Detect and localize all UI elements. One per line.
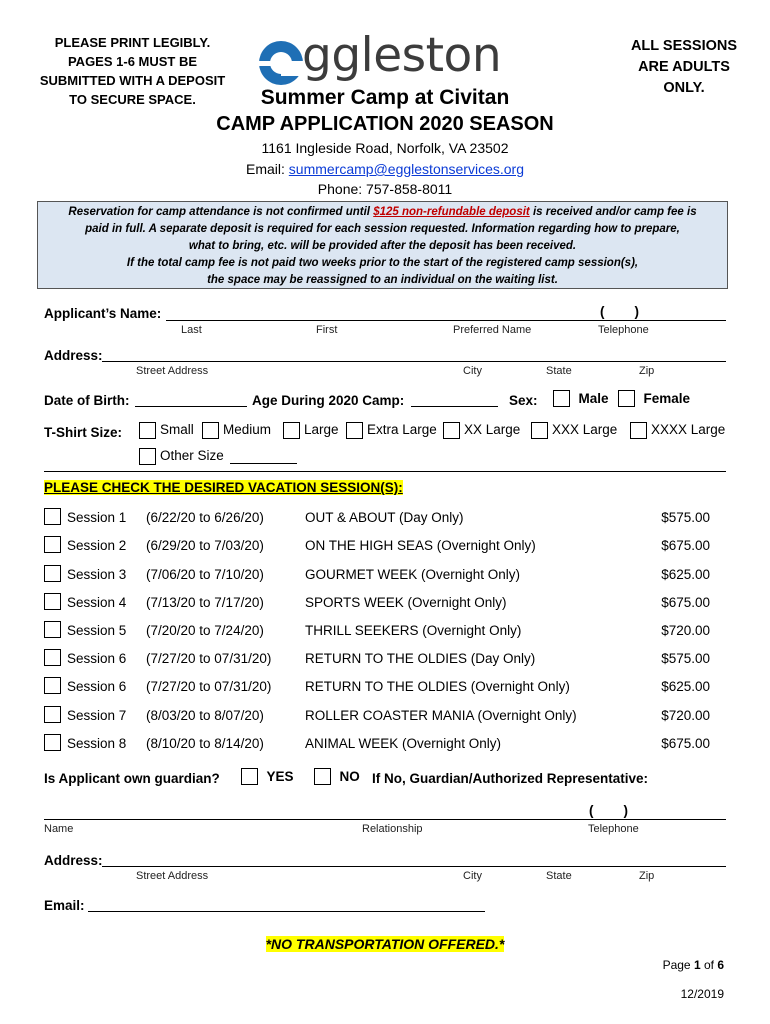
- guardian-address-label: Address:: [44, 853, 103, 868]
- size-xxx-large-checkbox[interactable]: [531, 422, 548, 439]
- guardian-yes-checkbox[interactable]: [241, 768, 258, 785]
- session-checkbox[interactable]: [44, 706, 61, 723]
- sex-label: Sex:: [509, 393, 538, 408]
- sub-guardian-city: City: [463, 870, 482, 882]
- size-medium-checkbox[interactable]: [202, 422, 219, 439]
- page-title: CAMP APPLICATION 2020 SEASON: [216, 113, 554, 135]
- age-field[interactable]: [411, 392, 498, 407]
- male-checkbox[interactable]: [553, 390, 570, 407]
- eggleston-logo: [254, 30, 524, 88]
- size-other[interactable]: Other Size: [139, 448, 224, 465]
- other-size-field[interactable]: [230, 449, 297, 464]
- sub-last: Last: [181, 324, 202, 336]
- session-checkbox[interactable]: [44, 565, 61, 582]
- dob-label: Date of Birth:: [44, 393, 130, 408]
- guardian-email-field[interactable]: [88, 897, 485, 912]
- sub-city: City: [463, 365, 482, 377]
- session-checkbox[interactable]: [44, 734, 61, 751]
- dob-field[interactable]: [135, 392, 247, 407]
- size-medium[interactable]: Medium: [202, 422, 271, 439]
- form-date: 12/2019: [680, 987, 724, 1001]
- session-checkbox[interactable]: [44, 677, 61, 694]
- session-row[interactable]: Session 3 (7/06/20 to 7/10/20) GOURMET WEEK (Overnight Only) $625.00: [44, 565, 710, 589]
- session-row[interactable]: Session 4 (7/13/20 to 7/17/20) SPORTS WEEK (Overnight Only) $675.00: [44, 593, 710, 617]
- applicant-name-label: Applicant’s Name:: [44, 306, 162, 321]
- guardian-yes-option[interactable]: YES: [241, 768, 293, 786]
- guardian-phone-paren: ( ): [589, 803, 628, 818]
- session-checkbox[interactable]: [44, 593, 61, 610]
- guardian-no-checkbox[interactable]: [314, 768, 331, 785]
- sub-guardian-state: State: [546, 870, 572, 882]
- guardian-question: Is Applicant own guardian?: [44, 771, 220, 786]
- sub-state: State: [546, 365, 572, 377]
- sub-street: Street Address: [136, 365, 209, 377]
- deposit-notice-box: Reservation for camp attendance is not confirmed until $125 non-refundable deposit is received and/or camp fee is paid in full. A separate deposit is required for each session requested. Information regarding how to prepare, what to bring, etc. will be provided after the deposit has been received. If the total camp fee is not paid two weeks prior to the start of the registered camp session(s), the space may be reassigned to an individual on the waiting list.: [37, 201, 728, 289]
- guardian-email-label: Email:: [44, 898, 85, 913]
- sub-guardian-name: Name: [44, 823, 74, 835]
- camp-email-line: Email: summercamp@egglestonservices.org: [246, 161, 524, 177]
- session-checkbox[interactable]: [44, 649, 61, 666]
- guardian-if-no-label: If No, Guardian/Authorized Representative:: [372, 771, 649, 786]
- sub-preferred: Preferred Name: [453, 324, 532, 336]
- size-other-checkbox[interactable]: [139, 448, 156, 465]
- camp-address: 1161 Ingleside Road, Norfolk, VA 23502: [261, 140, 509, 156]
- camp-phone: Phone: 757-858-8011: [317, 181, 453, 197]
- logo-wordmark: ggleston: [302, 28, 502, 83]
- size-xxxx-large[interactable]: XXXX Large: [630, 422, 725, 439]
- page-number: Page 1 of 6: [662, 958, 724, 972]
- transport-notice: *NO TRANSPORTATION OFFERED.*: [265, 936, 505, 952]
- adults-only-notice: ALL SESSIONS ARE ADULTS ONLY.: [630, 38, 738, 96]
- size-large[interactable]: Large: [283, 422, 339, 439]
- sub-guardian-zip: Zip: [639, 870, 655, 882]
- print-legibly-notice: PLEASE PRINT LEGIBLY. PAGES 1-6 MUST BE SUBMITTED WITH A DEPOSIT TO SECURE SPACE.: [39, 35, 226, 107]
- size-xxx-large[interactable]: XXX Large: [531, 422, 617, 439]
- session-checkbox[interactable]: [44, 621, 61, 638]
- size-extra-large-checkbox[interactable]: [346, 422, 363, 439]
- session-row[interactable]: Session 1 (6/22/20 to 6/26/20) OUT & ABOUT (Day Only) $575.00: [44, 508, 710, 532]
- sub-first: First: [316, 324, 338, 336]
- size-extra-large[interactable]: Extra Large: [346, 422, 437, 439]
- session-checkbox[interactable]: [44, 536, 61, 553]
- size-small-checkbox[interactable]: [139, 422, 156, 439]
- size-xx-large-checkbox[interactable]: [443, 422, 460, 439]
- female-checkbox[interactable]: [618, 390, 635, 407]
- guardian-no-option[interactable]: NO: [314, 768, 360, 786]
- section-divider: [44, 471, 726, 472]
- camp-subtitle: Summer Camp at Civitan: [260, 86, 510, 109]
- sub-zip: Zip: [639, 365, 655, 377]
- deposit-amount: $125 non-refundable deposit: [373, 206, 530, 218]
- session-row[interactable]: Session 8 (8/10/20 to 8/14/20) ANIMAL WEEK (Overnight Only) $675.00: [44, 734, 710, 758]
- session-row[interactable]: Session 2 (6/29/20 to 7/03/20) ON THE HIGH SEAS (Overnight Only) $675.00: [44, 536, 710, 560]
- male-option[interactable]: Male: [553, 390, 608, 408]
- size-small[interactable]: Small: [139, 422, 194, 439]
- female-option[interactable]: Female: [618, 390, 690, 408]
- sub-guardian-telephone: Telephone: [588, 823, 639, 835]
- sessions-heading: PLEASE CHECK THE DESIRED VACATION SESSION(S):: [44, 480, 403, 495]
- guardian-address-field[interactable]: [102, 852, 726, 867]
- sub-telephone: Telephone: [598, 324, 649, 336]
- size-large-checkbox[interactable]: [283, 422, 300, 439]
- applicant-address-label: Address:: [44, 348, 103, 363]
- age-label: Age During 2020 Camp:: [252, 393, 405, 408]
- session-row[interactable]: Session 6 (7/27/20 to 07/31/20) RETURN TO THE OLDIES (Overnight Only) $625.00: [44, 677, 710, 701]
- session-row[interactable]: Session 6 (7/27/20 to 07/31/20) RETURN TO THE OLDIES (Day Only) $575.00: [44, 649, 710, 673]
- size-xxxx-large-checkbox[interactable]: [630, 422, 647, 439]
- session-row[interactable]: Session 5 (7/20/20 to 7/24/20) THRILL SEEKERS (Overnight Only) $720.00: [44, 621, 710, 645]
- applicant-address-field[interactable]: [102, 347, 726, 362]
- applicant-name-field[interactable]: [166, 305, 726, 321]
- sub-relationship: Relationship: [362, 823, 423, 835]
- phone-paren: ( ): [600, 304, 639, 319]
- camp-email-link[interactable]: summercamp@egglestonservices.org: [288, 161, 524, 177]
- session-row[interactable]: Session 7 (8/03/20 to 8/07/20) ROLLER COASTER MANIA (Overnight Only) $720.00: [44, 706, 710, 730]
- size-xx-large[interactable]: XX Large: [443, 422, 520, 439]
- sub-guardian-street: Street Address: [136, 870, 209, 882]
- session-checkbox[interactable]: [44, 508, 61, 525]
- tshirt-label: T-Shirt Size:: [44, 425, 123, 440]
